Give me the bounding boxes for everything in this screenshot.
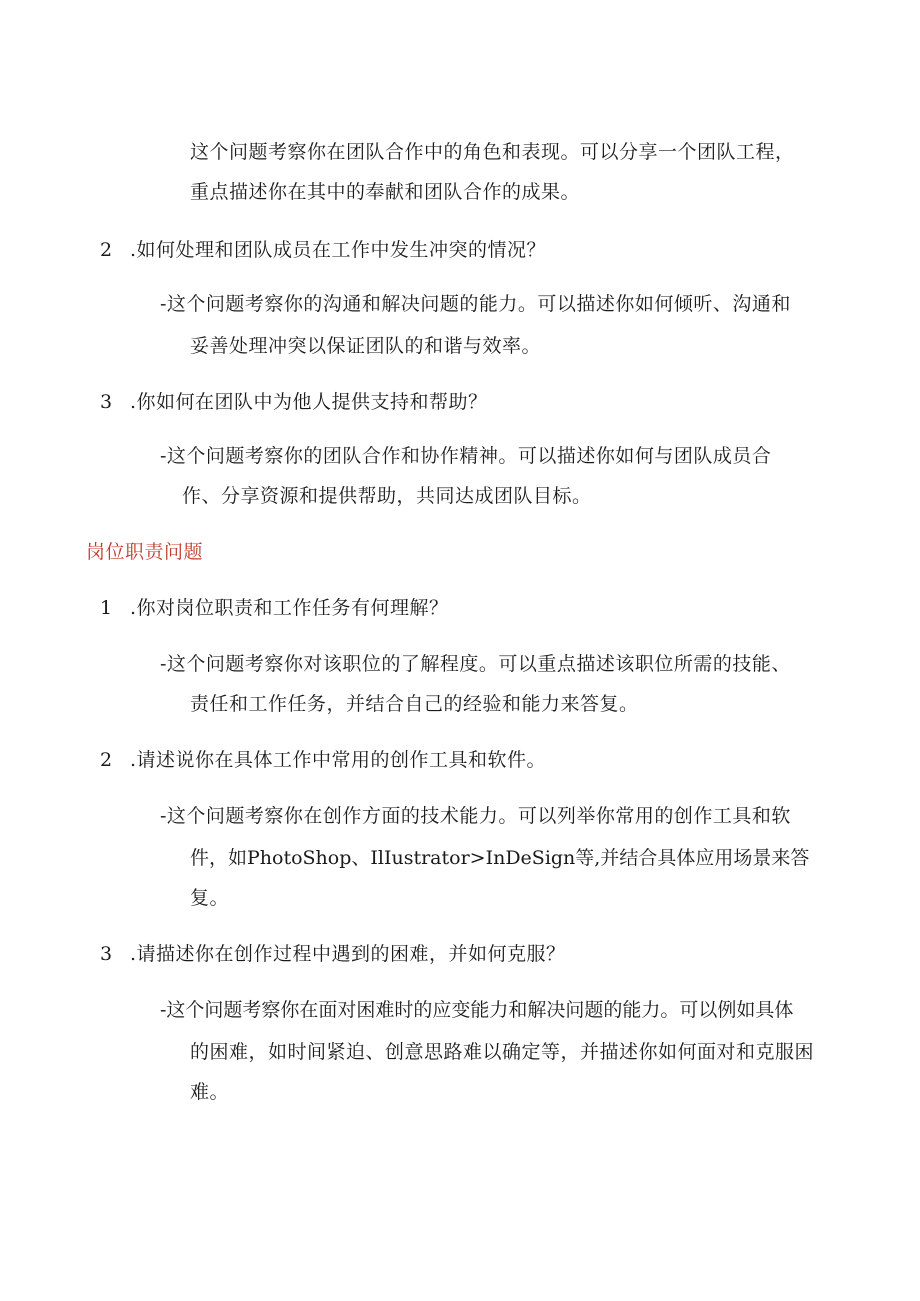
duty-question-2: [100, 748, 546, 772]
section-heading: 岗位职责问题: [86, 541, 204, 563]
question-text: .请描述你在创作过程中遇到的困难，并如何克服？: [130, 943, 566, 965]
team-answer-3-line-2: 作、分享资源和提供帮助，共同达成团队目标。: [182, 485, 592, 507]
question-number: 2: [100, 749, 113, 771]
team-answer-2-line-1: -这个问题考察你的沟通和解决问题的能力。可以描述你如何倾听、沟通和: [160, 293, 791, 315]
duty-question-1: [100, 596, 449, 620]
question-number: 3: [100, 943, 113, 965]
team-question-2: [100, 238, 546, 262]
team-answer-3-line-1: -这个问题考察你的团队合作和协作精神。可以描述你如何与团队成员合: [160, 445, 772, 467]
duty-answer-2-line-3: 复。: [190, 887, 230, 909]
question-text: .你如何在团队中为他人提供支持和帮助？: [130, 391, 488, 413]
question-number: 2: [100, 239, 113, 261]
question-text: .如何处理和团队成员在工作中发生冲突的情况？: [130, 239, 547, 261]
duty-answer-3-line-1: -这个问题考察你在面对困难时的应变能力和解决问题的能力。可以例如具体: [160, 999, 794, 1021]
duty-answer-1-line-1: -这个问题考察你对该职位的了解程度。可以重点描述该职位所需的技能、: [160, 653, 791, 675]
duty-answer-1-line-2: 责任和工作任务，并结合自己的经验和能力来答复。: [190, 693, 639, 715]
intro-line-2: 重点描述你在其中的奉献和团队合作的成果。: [190, 181, 581, 203]
intro-line-1: 这个问题考察你在团队合作中的角色和表现。可以分享一个团队工程，: [190, 141, 795, 163]
team-answer-2-line-2: 妥善处理冲突以保证团队的和谐与效率。: [190, 335, 542, 357]
duty-answer-2-line-2: 件，如PhotoShop、IlIustrator>InDeSign等,并结合具体应用场景来答: [190, 847, 810, 869]
question-text: .请述说你在具体工作中常用的创作工具和软件。: [130, 749, 547, 771]
question-number: 1: [100, 597, 113, 619]
duty-answer-2-line-1: -这个问题考察你在创作方面的技术能力。可以列举你常用的创作工具和软: [160, 805, 791, 827]
duty-answer-3-line-3: 难。: [190, 1081, 230, 1103]
duty-answer-3-line-2: 的困难，如时间紧迫、创意思路难以确定等，并描述你如何面对和克服困: [190, 1041, 815, 1063]
question-number: 3: [100, 391, 113, 413]
duty-question-3: [100, 942, 566, 966]
team-question-3: [100, 390, 488, 414]
question-text: .你对岗位职责和工作任务有何理解？: [130, 597, 449, 619]
